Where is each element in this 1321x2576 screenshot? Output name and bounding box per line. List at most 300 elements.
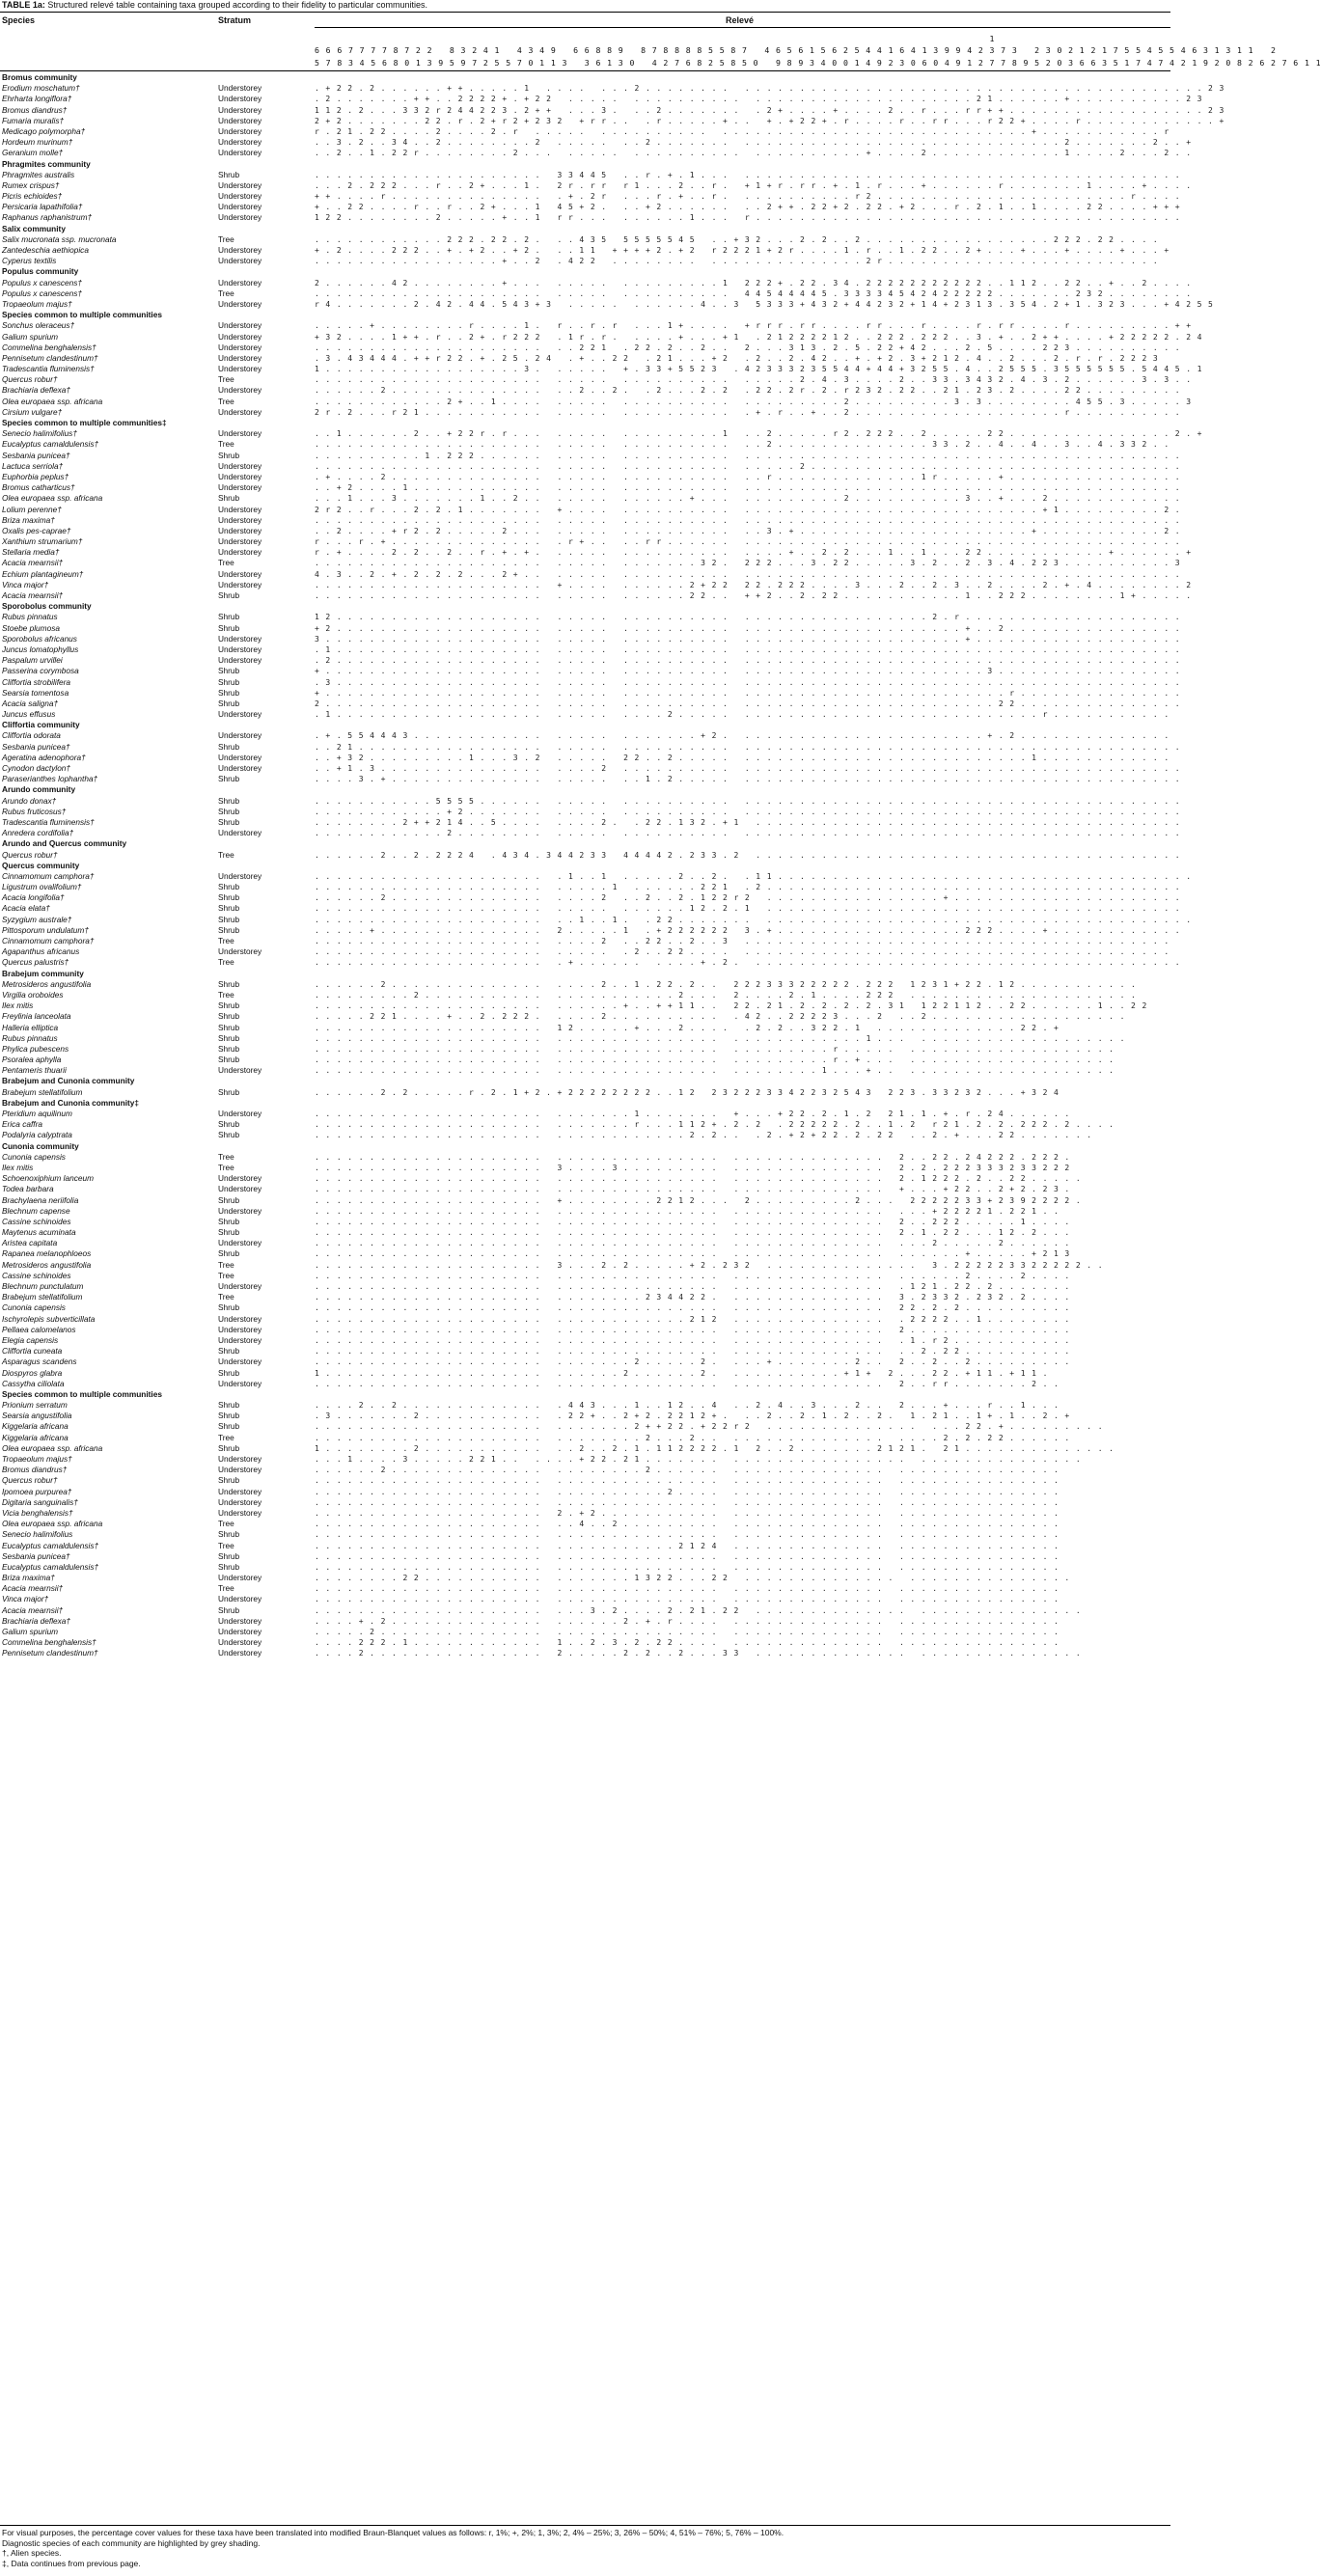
cover-values: r . . . r . + . . . . . . . . . . . . . . . r + . . . . r r . . . . . . . . . . . . . . . . . . . . . . . . . . . . . . . . . . . . . . . . . . . . . . xyxy=(315,537,1181,547)
stratum-cell: Shrub xyxy=(218,676,240,687)
community-group-header xyxy=(0,224,1170,234)
cover-values: . . . . . . . . . . . . . . . . . . . . . 3 3 4 4 5 . . r . + . 1 . . . . . . . . . . . . . . . . . . . . . . . . . . . . . . . . . . . . . . . . . . . xyxy=(315,170,1181,179)
table-row xyxy=(0,212,1181,223)
species-name: Rubus fruticosus† xyxy=(2,806,67,816)
table-row xyxy=(0,94,1203,104)
species-name: Passerina corymbosa xyxy=(2,666,79,676)
cover-values: . . . . . . . . . . . . . . . . . . . . . . . . . . . . . . . . . . . . . . . . . 2 . . . . . . . . . . . . . . . . . . . . . . . . . . . . . . . . . . xyxy=(315,461,1181,471)
community-name: Brabejum and Cunonia community‡ xyxy=(2,1097,139,1108)
footer-rule xyxy=(0,2525,1170,2526)
cover-values: . . . . . . . . . . . . . . . . . . . . . . . . . . . . . . . . . . . . . . . . . . . . . . . . . . 2 . 1 . 2 2 . . . 1 2 . 2 . . . xyxy=(315,1228,1071,1238)
cover-values: . . . . . . . . . . . . . . . . . . . . . . . . . . . . . . . . . . . . . . . . . . . . . . . . . . 2 2 . 2 . 2 . . . . . . . . . . xyxy=(315,1303,1071,1313)
species-name: Halleria elliptica xyxy=(2,1022,59,1032)
community-name: Arundo community xyxy=(2,784,76,795)
stratum-cell: Understorey xyxy=(218,752,262,762)
footnote: †, Alien species. xyxy=(2,2548,62,2558)
cover-values: . . . . . . . . . . . . . . . . . . . . . . . . . . . . . . . . . . . . . . . . . . . . . . . . . . . . . + 2 2 2 2 1 . 2 2 1 . . xyxy=(315,1206,1060,1216)
cover-values: 4 . 3 . . 2 . + . 2 . 2 . 2 . . . 2 + . . . . . . . . . . . . . . . . . . . . . . . . . . . . . . . . . . . . . . . . . . . . . . . . . . . . . . . . . xyxy=(315,569,1181,579)
species-name: Acacia elata† xyxy=(2,903,50,914)
table-row xyxy=(0,460,1181,472)
stratum-cell: Understorey xyxy=(218,1065,262,1076)
species-name: Galium spurium xyxy=(2,1627,59,1636)
table-row xyxy=(0,514,1181,526)
stratum-cell: Understorey xyxy=(218,536,262,547)
table-row xyxy=(0,666,1181,676)
table-row xyxy=(0,882,1181,892)
cover-values: . . . . . . . . . . . . . . . . . . . . . . . . . . . . . . . . . . . . . . . . . . . . . . . . . . . . . . . . . . . . . . . . . . . . . . . . . . . . xyxy=(315,515,1181,525)
table-row xyxy=(0,126,1170,137)
table-row xyxy=(0,936,1170,946)
cover-values: . . . . . . . . . . . . + 2 . . . . . . . . . . . . . . . . . . . . . . . . . . . . . . . . . . . . . . . . . . . . . . . . . . . . . . . . . . . . . . xyxy=(315,807,1181,816)
stratum-cell: Understorey xyxy=(218,1184,262,1194)
caption-text: Structured relevé table containing taxa grouped according to their fidelity to particular communities. xyxy=(44,0,428,10)
cover-values: . . . . . . . . . . . . 2 + . . 1 . . . . . . . . . . . . . . . . . . . . . . . . . . . . 2 . . . . . . . . . 3 . 3 . . . . . . . . 4 5 5 . 3 . . . . . 3 xyxy=(315,397,1192,406)
species-name: Tropaeolum majus† xyxy=(2,298,72,309)
table-row xyxy=(0,698,1181,709)
stratum-cell: Understorey xyxy=(218,1454,262,1464)
cover-values: 2 r . 2 . . . r 2 1 . . . . . . . . . . . . . . . . . . . . . . . . . . . + . r . . + . . 2 . . . . . . . . . . . . . . . . . . . r . . . . . . . . . . xyxy=(315,407,1181,417)
community-name: Populus community xyxy=(2,266,79,277)
species-name: Pennisetum clandestinum† xyxy=(2,1648,98,1658)
table-row xyxy=(0,385,1181,396)
species-name: Diospyros glabra xyxy=(2,1367,63,1378)
stratum-cell: Understorey xyxy=(218,547,262,558)
stratum-cell: Shrub xyxy=(218,924,240,935)
community-name: Brabejum and Cunonia community xyxy=(2,1076,135,1086)
table-row xyxy=(0,547,1192,558)
cover-values: . . . . . . . . . . . . . . . . . . . . . . . . . . . . r . . . 1 1 2 + . 2 . 2 . 2 2 2 2 2 . 2 . . 1 . 2 r 2 1 . 2 . 2 . 2 2 2 . 2 . . . . xyxy=(315,1120,1115,1130)
species-name: Rubus pinnatus xyxy=(2,1032,58,1043)
species-name: Bromus catharticus† xyxy=(2,482,75,493)
stratum-cell: Understorey xyxy=(218,256,262,266)
table-row xyxy=(0,1325,1170,1335)
species-name: Anredera cordifolia† xyxy=(2,828,74,838)
cover-values: . . . . . . . . . . . . . . . . . . . . . . . . . . . . . . . . . . . . . . . . . . . . . . . . . . . . . . . . . . . . . . . . . xyxy=(315,1595,1060,1604)
table-row xyxy=(0,1551,1170,1562)
table-row xyxy=(0,1023,1170,1033)
stratum-cell: Shrub xyxy=(218,978,240,989)
community-group-header xyxy=(0,310,1170,320)
cover-values: . 3 . 4 3 4 4 4 . + + r 2 2 . + . 2 5 . 2 4 . + . . 2 2 . 2 1 . . . + 2 . 2 . . 2 . 4 2 . . + . + 2 . 3 + 2 1 2 . 4 . . 2 . . . 2 . r . r . 2 2 2 3 xyxy=(315,353,1159,363)
community-name: Brabejum community xyxy=(2,968,84,978)
table-row xyxy=(0,1206,1170,1217)
stratum-cell: Understorey xyxy=(218,514,262,525)
table-row xyxy=(0,1011,1170,1022)
species-name: Pentameris thuarii xyxy=(2,1065,67,1076)
releve-underline xyxy=(315,27,1170,28)
cover-values: 1 2 . . . . . . . . . . . . . . . . . . . . . . . . . . . . . . . . . . . . . . . . . . . . . . . . . . . 2 . r . . . . . . . . . . . . . . . . . . . . xyxy=(315,613,1181,622)
table-caption xyxy=(2,0,427,10)
cover-values: . 2 . . . . . . . + + . . 2 2 2 2 + . + 2 2 . . . . . . . . . . . . . . . . . . . . . . . . . . . . . . . . . . . 2 1 . . . . . . + . . . . . . . . . . 2 3 xyxy=(315,95,1203,104)
cover-values: . . . . . . . . . . . . 2 2 2 . 2 2 . 2 . . . 4 3 5 5 5 5 5 5 4 5 . . + 3 2 . . . 2 . 2 . . 2 . . . . . . . . . . . . . . . . . 2 2 2 . 2 2 . . . . xyxy=(315,234,1159,244)
table-row xyxy=(0,504,1181,515)
cover-values: . 1 . . . . . . . . . . . . . . . . . . . . . . . . . . . . 2 . . . . . . . . . . . . . . . . . . . . . . . . . . . . . . . . r . . . . . . . . . . . xyxy=(315,710,1170,720)
table-row xyxy=(0,1562,1170,1573)
footnote: For visual purposes, the percentage cover values for these taxa have been translated into modified Braun-Blanquet values as follows: r, 1%; +, 2%; 1, 3%; 2, 4% – 25%; 3, 26% – 50%; 4, 51% – 76%; 5, 76% – 100%. xyxy=(2,2528,784,2537)
cover-values: . . 2 1 . . . . . . . . . . . . . . . . . . . . . . . . . . . . . . . . . . . . . . . . . . . . . . . . . . . . . . . . . . . . . . . . . . . . . . . . xyxy=(315,742,1181,752)
table-row xyxy=(0,202,1181,212)
table-row xyxy=(0,1238,1170,1248)
species-name: Oxalis pes-caprae† xyxy=(2,525,71,535)
community-group-header xyxy=(0,861,1170,871)
stratum-cell: Shrub xyxy=(218,1561,240,1572)
community-name: Phragmites community xyxy=(2,158,91,169)
table-row xyxy=(0,179,1192,191)
table-row xyxy=(0,870,1192,882)
cover-values: . . . . . . . . . . . . 2 . . . . . . . . . . . . . . . . . . . . . . . . . . . . . . . . . . . . . . . . . . . . . . . . . . . . . . . . . . . . . . . xyxy=(315,829,1181,838)
species-name: Cliffortia cuneata xyxy=(2,1346,63,1357)
stratum-cell: Understorey xyxy=(218,1615,262,1626)
stratum-cell: Understorey xyxy=(218,1496,262,1507)
cover-values: . . . . . . . . . . . . . . . . . . . . . . . . . . . . . . . . . 2 . 2 . . . 2 . + 2 + 2 2 . 2 . 2 2 . . 2 . + . . . 2 2 . . . . . . . xyxy=(315,1131,1093,1140)
species-name: Sesbania punicea† xyxy=(2,741,70,752)
cover-values: . . . . . . . . . . . . . . . . . . . . . . . . . . . . . . . . . 2 1 2 . . . . . . . . . . . . . . . 2 2 2 2 . . 1 . . . . . . . . xyxy=(315,1314,1071,1324)
table-row xyxy=(0,1443,1170,1454)
stratum-cell: Shrub xyxy=(218,1346,240,1357)
table-row xyxy=(0,1487,1170,1497)
cover-values: . . . . . . . . . . . . . . . . . . . . . . . . . . . . . . . . . . . . . . . . . . . . . . . . . . . . . . . . . . . . . . . . . xyxy=(315,1476,1060,1486)
table-row xyxy=(0,753,1170,763)
table-row xyxy=(0,655,1181,666)
table-row xyxy=(0,104,1225,116)
table-row xyxy=(0,1302,1170,1313)
species-name: Persicaria lapathifolia† xyxy=(2,202,83,212)
cover-values: . 3 . . . . . . . 2 . . . . . . . . . . . . 2 2 + . . 2 + 2 . 2 2 1 2 + . . . 2 . . 2 . 1 . 2 . . 2 . 1 . 2 1 . . 1 + . 1 . . 2 . + xyxy=(315,1411,1071,1421)
table-row xyxy=(0,730,1170,741)
stratum-cell: Shrub xyxy=(218,1216,240,1226)
footnote: ‡, Data continues from previous page. xyxy=(2,2558,141,2568)
cover-values: . + . . . . 2 . . . . . . . . . . . . . . . . . . . . . . . . . . . . . . . r . . . . . . . . . . . . . 1 r . . . . . + . . . . . . . . . . . . . . . . xyxy=(315,472,1181,481)
cover-values: . 3 . . . . . . . . . . . . . . . . . . . . . . . . . . . . . . . . . . . . . . . . . . . . . . . . . . . . . . . . . . . . . . . . . . . . . . . . . . xyxy=(315,677,1181,687)
species-name: Maytenus acuminata xyxy=(2,1227,76,1238)
species-name: Bromus diandrus† xyxy=(2,104,68,115)
releve-number-row-tens: 6 6 6 7 7 7 7 8 7 2 2 8 3 2 4 1 4 3 4 9 6 6 8 8 9 8 7 8 8 8 8 5 5 8 7 4 6 5 6 1 5 6 2 5 4 4 1 6 4 1 3 9 9 4 2 3 7 3 2 3 0 2 1 2 1 7 5 5 4 5 5 4 6 3 1 3 1 1 2 xyxy=(315,45,1277,55)
table-row xyxy=(0,406,1181,418)
cover-values: . . . . . . . . . . . . . . . . . . . . . . . 4 . . 2 . . . . . . . . . . . . . . . . . . . . . . . . . . . . . . . . . . . . . . xyxy=(315,1520,1060,1529)
species-name: Cunonia capensis xyxy=(2,1302,66,1313)
cover-values: 3 . . . . . . . . . . . . . . . . . . . . . . . . . . . . . . . . . . . . . . . . . . . . . . . . . . . . . . . + . . . . . . . . . . . . . . . . . . . xyxy=(315,634,1181,644)
table-header xyxy=(0,13,1321,70)
cover-values: . . . . . . . . . . . . . . . . . . . . . . . . . . . . . . . . . . . . . . . . . . . . . . . . . . 2 . . r r . . . . . . . 2 . . xyxy=(315,1379,1060,1388)
cover-values: + . . . . . . . . . . . . . . . . . . . . . . . . . . . . . . . . . . . . . . . . . . . . . . . . . . . . . . . . . 3 . . . . . . . . . . . . . . . . . xyxy=(315,667,1181,676)
community-name: Species common to multiple communities xyxy=(2,310,162,320)
species-name: Fumaria muralis† xyxy=(2,115,65,125)
table-row xyxy=(0,1000,1170,1011)
stratum-cell: Understorey xyxy=(218,1238,262,1248)
stratum-cell: Understorey xyxy=(218,828,262,838)
cover-values: 1 1 2 . 2 . . . 3 3 2 r 2 4 4 2 2 3 . 2 + + . . . 3 . . . 2 . . . . . . . . 2 + . . . . + . . . . 2 . . r . . . r r + + . . . . . . . . . . . . . . . . . . 2 3 xyxy=(315,105,1225,115)
table-row xyxy=(0,115,1225,126)
species-name: Schoenoxiphium lanceum xyxy=(2,1173,95,1184)
table-row xyxy=(0,1109,1170,1119)
cover-values: r . + . . . . 2 . 2 . . 2 . . r . + . + . . . . . . . . . . . . . . . . . . . . + . . 2 . 2 . . . 1 . . 1 . . . 2 2 . . . . . . . . . . . + . . . . . . + xyxy=(315,548,1192,558)
stratum-cell: Understorey xyxy=(218,1357,262,1367)
species-name: Arundo donax† xyxy=(2,795,57,806)
cover-values: . . . . . . . . . . 1 . 2 2 2 . . . . . . . . . . . . . . . . . . . . . . . . . . . . . . . . . . . . . . . . . . . . . . . . . . . . . . . . . . . . . xyxy=(315,451,1181,460)
species-name: Searsia tomentosa xyxy=(2,687,69,698)
table-row xyxy=(0,568,1181,580)
species-name: Psoralea aphylla xyxy=(2,1055,62,1065)
community-name: Species common to multiple communities‡ xyxy=(2,418,167,427)
stratum-cell: Tree xyxy=(218,936,234,945)
cover-values: . . 2 . . . . + r 2 . 2 . . . . . 2 . . . . . . . . . . . . . . . . . . . . 3 . + . . . . . . . . . . . . . . . . . . . . . + . . . . . . . . . . . 2 . xyxy=(315,526,1181,535)
cover-values: . . 1 . . . . . . 2 . . + 2 2 r . r . . . . . . . . . . . . . . . . . 1 . . 2 . . . . . r 2 . 2 2 2 . . 2 . . . . . 2 2 . . . . . . . . . . . . . . . 2 . + xyxy=(315,429,1203,439)
stratum-cell: Shrub xyxy=(218,1000,240,1011)
stratum-cell: Understorey xyxy=(218,568,262,579)
stratum-cell: Understorey xyxy=(218,277,262,288)
cover-values: . . . . . . 2 . . . . . . . . . . . . . . . . . . . . . . 2 . . . . . . . . . . . . . . . . . . . . . . . . . . . . . . . . . . . xyxy=(315,1466,1060,1475)
species-name: Virgilia oroboides xyxy=(2,989,64,1000)
table-row xyxy=(0,364,1203,374)
table-row xyxy=(0,1271,1170,1281)
stratum-cell: Shrub xyxy=(218,741,240,752)
table-row xyxy=(0,245,1170,256)
table-row xyxy=(0,1152,1170,1163)
species-name: Cliffortia odorata xyxy=(2,730,61,741)
stratum-cell: Understorey xyxy=(218,482,262,493)
community-name: Species common to multiple communities xyxy=(2,1388,162,1399)
species-name: Quercus robur† xyxy=(2,1475,58,1486)
species-name: Eucalyptus camaldulensis† xyxy=(2,439,99,450)
stratum-cell: Shrub xyxy=(218,1550,240,1561)
species-name: Ageratina adenophora† xyxy=(2,752,86,762)
cover-values: . . . . . . . . . . . . . . . . . . . . . . . . 3 . 2 . . . . 2 . 2 1 . 2 2 . . . . . . . . . . . . . . . . . . . . . . . . . . . . . xyxy=(315,1605,1082,1615)
stratum-column-header: Stratum xyxy=(218,15,252,25)
species-name: Lolium perenne† xyxy=(2,504,62,514)
stratum-cell: Understorey xyxy=(218,763,262,773)
table-row xyxy=(0,1573,1170,1583)
stratum-cell: Understorey xyxy=(218,191,262,202)
species-name: Tradescantia fluminensis† xyxy=(2,816,95,827)
stratum-cell: Shrub xyxy=(218,816,240,827)
species-name: Phylica pubescens xyxy=(2,1043,69,1054)
cover-values: 1 2 2 . . . . . . . . 2 . . . . . + . . 1 r r . . . . . . . . . 1 . . . r . . . . . . . . . . . . . . . . . . . . . . . . . . . . . . . . . . . . . . . xyxy=(315,213,1181,223)
cover-values: . . . . . . . . . . . . . . . . . . . . . . . . . . . . 1 . . . . . . . + . . . + 2 2 . 2 . 1 . 2 2 1 . 1 . + . r . 2 4 . . . . . . xyxy=(315,1110,1071,1118)
cover-values: . . . . . . . . . 2 . . . . . . . . . . . . . . . . . . . . . . 2 . . . 2 . . . . 2 . 1 . . . . 2 2 2 . . . . . . . . . . . . . . . . . . . . . xyxy=(315,990,1137,1000)
stratum-cell: Tree xyxy=(218,558,234,568)
stratum-cell: Tree xyxy=(218,989,234,1000)
cover-values: . . . . . . . . . . . . . . . . . . . . . . . . . . . . . . . . . . . . . . . . . . . . . r . + . . . . . . . . . . . . . . . . . . . . . . xyxy=(315,1055,1115,1065)
cover-values: . . . . . . 2 . 2 . . . . . r . 2 . 1 + 2 . + 2 2 2 2 2 2 2 2 . . 1 2 2 3 2 2 2 3 3 4 2 2 3 2 5 4 3 2 2 3 . 3 3 2 3 2 . . . + 3 2 4 xyxy=(315,1087,1060,1097)
table-row xyxy=(0,320,1192,331)
cover-values: . . . . . . . . . . . . . . . . . . . . . . . . . . . . . . . . 2 2 . . + + 2 . . 2 . 2 2 . . . . . . . . . . . 1 . . 2 2 2 . . . . . . . . 1 + . . . . . xyxy=(315,591,1192,600)
table-row xyxy=(0,849,1181,861)
stratum-cell: Understorey xyxy=(218,298,262,309)
cover-values: . . . . . . . . . . . . . . . . . . . . . . . . . . . . . . . . . . . . . . . . . . . . . . . . . . 2 . . 2 2 2 . . . . . 1 . . . . xyxy=(315,1217,1071,1226)
stratum-cell: Understorey xyxy=(218,406,262,417)
cover-values: . . . . . . . . . . . . . . . . . . . . . . . . . . . . . . . . . . . . . . . . . . . . . . . . . . . . . . . . + . . . . . + 2 1 3 xyxy=(315,1249,1071,1259)
stratum-cell: Understorey xyxy=(218,1324,262,1334)
table-row xyxy=(0,633,1181,644)
species-name: Prionium serratum xyxy=(2,1400,68,1411)
table-row xyxy=(0,1044,1170,1055)
cover-values: . . . . 2 . . . . . . . . . . . . . . . . 2 . . . . . 2 . 2 . . 2 . . . 3 3 . . . . . . . . . . . . . . . . . . . . . . . . . . . . . xyxy=(315,1649,1082,1658)
cover-values: . . + 2 . . . . 1 . . . . . . . . . . . . . . . . . . . . . . . . . . . . . . . . . . . . . . . . . . . . . . . . . . . . . . . . . . . . . . . . . . . xyxy=(315,483,1181,493)
stratum-cell: Understorey xyxy=(218,633,262,644)
table-row xyxy=(0,687,1181,699)
stratum-cell: Shrub xyxy=(218,1119,240,1130)
species-name: Rapanea melanophloeos xyxy=(2,1248,92,1259)
table-row xyxy=(0,234,1170,245)
cover-values: . . . . . . 2 . . 2 . 2 2 2 4 . 4 3 4 . 3 4 4 2 3 3 4 4 4 4 2 . 2 3 3 . 2 . . . . . . . . . . . . . . . . . . . . . . . . . . . . . . . . . . . . . . . xyxy=(315,850,1181,860)
table-row xyxy=(0,957,1181,968)
table-row xyxy=(0,676,1181,688)
cover-values: . . . . . . . . . . . . . . . . . . . . . . . . . . . . . . . . . . . . . . . . . . . . . . . . . . 2 . 1 2 2 2 . 2 . . 2 2 . . . . . xyxy=(315,1174,1082,1184)
table-row xyxy=(0,1195,1170,1206)
species-name: Bromus diandrus† xyxy=(2,1465,68,1475)
species-name: Acacia saligna† xyxy=(2,698,59,708)
cover-values: . . . . . . . . . . . . . . . . . . . . . . . . . . . . . . . . . . . . . . . . . . . . . . . . . . . . . . . . . . . . . . . . . xyxy=(315,1584,1060,1594)
species-name: Raphanus raphanistrum† xyxy=(2,212,93,223)
cover-values: . . . . . . . . . . . . . . . . . . . . . . . . . . . . . . . . . . . . . . . . . . . . . . . . 1 . . . . . . . . . . . . . . . . . . . . . . xyxy=(315,1033,1126,1043)
stratum-cell: Shrub xyxy=(218,1421,240,1432)
cover-values: . . . . . . . . . . . . . . . . . . . . . . . . . . . . . . . . . . . . . . . . . . . . . . . . . . . . . 2 . . . . . 2 . . . . . . xyxy=(315,1239,1071,1248)
species-name: Cassine schinoides xyxy=(2,1216,71,1226)
stratum-cell: Understorey xyxy=(218,1507,262,1518)
species-name: Vicia benghalensis† xyxy=(2,1507,73,1518)
stratum-cell: Tree xyxy=(218,374,234,385)
table-row xyxy=(0,979,1170,990)
stratum-cell: Tree xyxy=(218,439,234,450)
table-row xyxy=(0,1173,1170,1184)
species-name: Brachiaria deflexa† xyxy=(2,385,71,396)
caption-label: TABLE 1a: xyxy=(2,0,45,10)
species-name: Erodium moschatum† xyxy=(2,83,80,94)
table-row xyxy=(0,903,1181,914)
species-name: Vinca major† xyxy=(2,579,49,589)
table-row xyxy=(0,612,1181,622)
stratum-cell: Understorey xyxy=(218,1648,262,1658)
cover-values: . . . . . . . . . . . . . . . . . . . . . . . 2 2 1 . 2 2 . 2 . . 2 . . 2 . . . 3 1 3 . 2 . 5 . 2 2 + 4 2 . . . 2 . 5 . . . . 2 2 3 . . . . . . . . . . xyxy=(315,343,1181,352)
table-row xyxy=(0,1357,1170,1367)
stratum-cell: Tree xyxy=(218,1540,234,1550)
table-row xyxy=(0,148,1192,158)
table-row xyxy=(0,1033,1170,1044)
species-name: Acacia mearnsii† xyxy=(2,1604,64,1615)
species-name: Vinca major† xyxy=(2,1594,49,1604)
stratum-cell: Shrub xyxy=(218,1194,240,1205)
stratum-cell: Shrub xyxy=(218,1130,240,1140)
table-row xyxy=(0,493,1181,504)
cover-values: . . . . . . . . . . . . . . . . . . . . . . . . . . . . 2 + + 2 2 . + 2 2 r 2 . . . . . . . . . . . . . . . . . 2 2 . + . . . . . . . . . xyxy=(315,1422,1104,1432)
table-row xyxy=(0,1335,1170,1346)
cover-values: . . . . 3 . + . . . . . . . . . . . . . . . . . . . . . 1 . 2 . . . . . . . . . . . . . . . . . . . . . . . . . . . . . . . . . . . . . . . . . . . . . xyxy=(315,775,1181,784)
table-row xyxy=(0,482,1181,493)
species-name: Acacia mearnsii† xyxy=(2,1583,64,1594)
species-name: Pellaea calomelanos xyxy=(2,1324,76,1334)
table-row xyxy=(0,1217,1170,1227)
table-row xyxy=(0,828,1181,838)
table-row xyxy=(0,1605,1170,1616)
table-row xyxy=(0,741,1181,753)
species-name: Ligustrum ovalifolium† xyxy=(2,882,82,892)
table-row xyxy=(0,1421,1170,1432)
table-row xyxy=(0,1227,1170,1238)
species-name: Ilex mitis xyxy=(2,1000,34,1011)
cover-values: . . . . . . . . . . . . . . . . . . . . . . . . . . 1 . . . . . . 2 2 1 . 2 . . . . . . . . . . . . . . . . . . . . . . . . . . . . . . . . . . . . . . xyxy=(315,883,1181,892)
stratum-cell: Tree xyxy=(218,849,234,860)
species-name: Rubus pinnatus xyxy=(2,612,58,622)
table-row xyxy=(0,1292,1170,1302)
stratum-cell: Tree xyxy=(218,957,234,968)
table-row xyxy=(0,1475,1170,1486)
table-row xyxy=(0,579,1192,590)
cover-values: . . . . . . . . . . . . . . . . . . . . . . + . . . . . . . . . . + . 2 . . . . . . . . . . . . . . . . . . . . . . . . . . . . . . . . . . . . . . . . xyxy=(315,958,1181,968)
species-name: Briza maxima† xyxy=(2,514,55,525)
cover-values: . . . . . . . . . . . . . . . . . . . . . . . . . . . . . . . . . . . . . . . . . . . . . . . . . . . . . . . . . . . . . . . . . xyxy=(315,1497,1060,1507)
species-name: Salix mucronata ssp. mucronata xyxy=(2,233,117,244)
community-group-header xyxy=(0,720,1170,730)
cover-values: . . . . . . . . . . . . . . . . . . . . . . . 1 . . 1 . . 2 2 . . . . . . . . . . . . . . . . . . . . . . . . . . . . . . . . . . . . . . . . . . . . . . xyxy=(315,915,1192,924)
stratum-cell: Shrub xyxy=(218,493,240,504)
stratum-cell: Understorey xyxy=(218,115,262,125)
stratum-cell: Tree xyxy=(218,233,234,244)
species-name: Eucalyptus camaldulensis† xyxy=(2,1540,99,1550)
stratum-cell: Understorey xyxy=(218,137,262,148)
community-group-header xyxy=(0,1389,1170,1400)
species-name: Olea europaea ssp. africana xyxy=(2,396,103,406)
cover-values: . . . . . . . . . . . . . . . . . . . . . . . . . . . . 2 . . . . . 2 . . . . + . . . . . . . 2 . . 2 . . 2 . . 2 . . . . . . . . . xyxy=(315,1357,1071,1367)
species-name: Phragmites australis xyxy=(2,169,75,179)
stratum-cell: Understorey xyxy=(218,364,262,374)
footnote: Diagnostic species of each community are highlighted by grey shading. xyxy=(2,2537,261,2548)
community-group-header xyxy=(0,159,1170,170)
species-name: Cliffortia strobilifera xyxy=(2,676,71,687)
community-group-header xyxy=(0,1098,1170,1109)
stratum-cell: Understorey xyxy=(218,1205,262,1216)
species-name: Digitaria sanguinalis† xyxy=(2,1496,78,1507)
stratum-cell: Shrub xyxy=(218,169,240,179)
stratum-cell: Tree xyxy=(218,1519,234,1529)
cover-values: . . . . . 2 . . . . . . . . . . . . . . . . . . . . . . . . . . . . . . . . . . . . . . . . . . . . . . . . . . . . . . . . . . . xyxy=(315,1628,1060,1636)
stratum-cell: Understorey xyxy=(218,179,262,190)
table-row xyxy=(0,1594,1170,1604)
table-row xyxy=(0,353,1170,364)
species-name: Sonchus oleraceus† xyxy=(2,320,75,331)
stratum-cell: Shrub xyxy=(218,1043,240,1054)
table-row xyxy=(0,288,1192,299)
species-name: Tradescantia fluminensis† xyxy=(2,364,95,374)
cover-values: . . . . . . . . 2 + + 2 1 4 . . 5 . . . . . . . . 2 . . 2 2 . 1 3 2 . + 1 . . . . . . . . . . . . . . . . . . . . . . . . . . . . . . . . . . . . . . . xyxy=(315,817,1181,827)
species-name: Picris echioides† xyxy=(2,191,63,202)
table-row xyxy=(0,1130,1170,1140)
stratum-cell: Understorey xyxy=(218,1281,262,1291)
species-name: Podalyria calyptrata xyxy=(2,1130,72,1140)
community-group-header xyxy=(0,1076,1170,1086)
cover-values: . . . . . . . . . . . . . . . . . . . . . . . . . . . . . . . . . . . . . . 2 . . . . . . . . . . . . . . 3 3 . 2 . . 4 . . 4 . . 3 . . 4 . 3 3 2 . . xyxy=(315,440,1170,450)
cover-values: . . . . . . . . . . . 5 5 5 5 . . . . . . . . . . . . . . . . . . . . . . . . . . . . . . . . . . . . . . . . . . . . . . . . . . . . . . . . . . . . . xyxy=(315,796,1181,806)
cover-values: . . . . . . 2 . . . . . . . . . . . . . . . . . . 2 . . 2 . . 2 . 1 2 2 r 2 . . . . . . . . . . . . . . . . + . . . . . . . . . . . . . . . . . . . . . xyxy=(315,893,1181,903)
stratum-cell: Tree xyxy=(218,1162,234,1172)
species-name: Hordeum murinum† xyxy=(2,137,73,148)
stratum-cell: Understorey xyxy=(218,1465,262,1475)
cover-values: 2 + 2 . . . . . . . 2 2 . r . 2 + r 2 + 2 3 2 + r r . . . r . . . . . + . . + . + 2 2 + . r . . . . r . . r r . . . r 2 2 + . . . . r . . . . . . . . . . . . + xyxy=(315,116,1225,125)
species-name: Olea europaea ssp. africana xyxy=(2,1519,103,1529)
table-row xyxy=(0,1119,1170,1130)
species-name: Senecio halimifolius xyxy=(2,1529,73,1540)
stratum-cell: Shrub xyxy=(218,1086,240,1097)
species-name: Asparagus scandens xyxy=(2,1357,77,1367)
table-row xyxy=(0,428,1203,439)
stratum-cell: Understorey xyxy=(218,644,262,654)
stratum-cell: Understorey xyxy=(218,320,262,331)
community-name: Sporobolus community xyxy=(2,601,92,612)
cover-values: . . . 2 . 2 2 2 . . . r . . 2 + . . . 1 . 2 r . r r r 1 . . . 2 . . r . + 1 + r . r r . + . 1 . r . . . + . . . . . . r . . . . . . . 1 . . . . + . . . . xyxy=(315,180,1192,190)
species-name: Aristea capitata xyxy=(2,1238,58,1248)
table-row xyxy=(0,914,1192,925)
table-row xyxy=(0,1055,1170,1065)
community-group-header xyxy=(0,784,1170,795)
